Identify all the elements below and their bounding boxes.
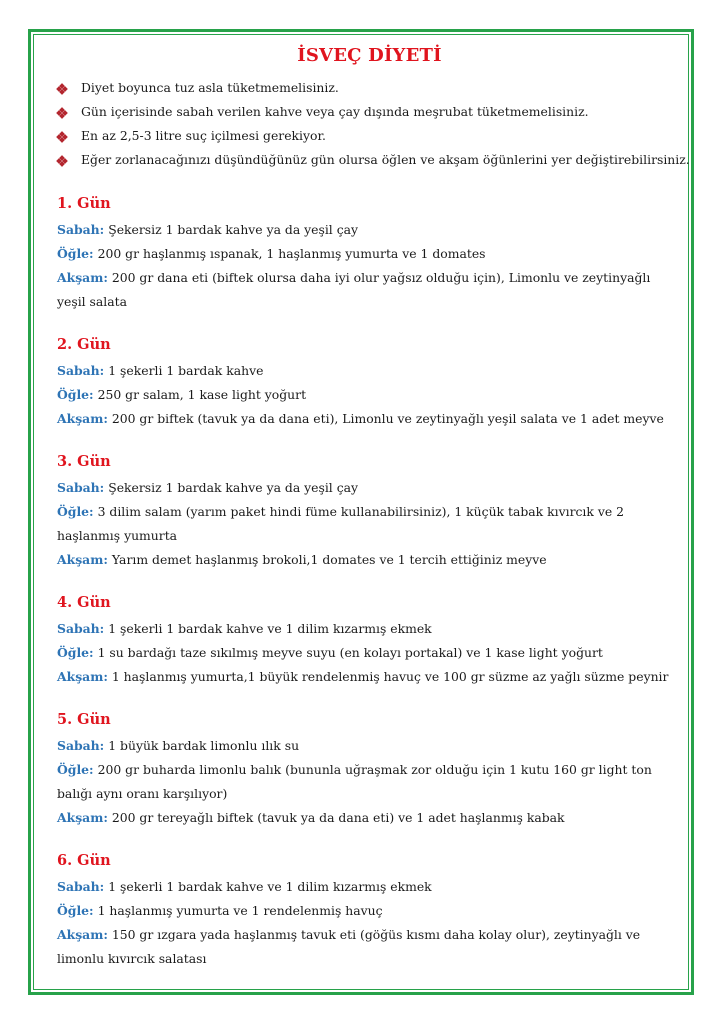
day-heading: 2. Gün bbox=[57, 336, 111, 353]
meal-text: 200 gr buharda limonlu balık (bununla uğraşmak zor olduğu için 1 kutu 160 gr light ton balığı aynı oranı karşılıyor) bbox=[57, 762, 652, 801]
day-heading: 5. Gün bbox=[57, 711, 111, 728]
meal-breakfast bbox=[57, 734, 682, 758]
meal-text: 150 gr ızgara yada haşlanmış tavuk eti (göğüs kısmı daha kolay olur), zeytinyağlı ve limonlu kıvırcık salatası bbox=[57, 927, 641, 966]
meal-breakfast bbox=[57, 875, 682, 899]
meal-lunch bbox=[57, 758, 682, 806]
page-title: İSVEÇ DİYETİ bbox=[297, 45, 442, 66]
meal-text: 1 su bardağı taze sıkılmış meyve suyu (en kolayı portakal) ve 1 kase light yoğurt bbox=[97, 645, 603, 660]
day-heading: 1. Gün bbox=[57, 195, 111, 212]
day-4-section bbox=[57, 592, 682, 689]
meal-label: Akşam: bbox=[57, 810, 108, 825]
meal-text: 200 gr dana eti (biftek olursa daha iyi olur yağsız olduğu için), Limonlu ve zeytinyağlı yeşil salata bbox=[57, 270, 651, 309]
meal-breakfast bbox=[57, 218, 682, 242]
meal-label: Öğle: bbox=[57, 387, 94, 402]
meal-label: Akşam: bbox=[57, 270, 108, 285]
meal-label: Sabah: bbox=[57, 222, 105, 237]
meal-label: Sabah: bbox=[57, 363, 105, 378]
meal-dinner bbox=[57, 665, 682, 689]
day-3-section bbox=[57, 451, 682, 572]
meal-lunch bbox=[57, 242, 682, 266]
meal-label: Öğle: bbox=[57, 762, 94, 777]
diamond-bullet-icon bbox=[57, 108, 67, 118]
meal-breakfast bbox=[57, 617, 682, 641]
meal-dinner bbox=[57, 407, 682, 431]
meal-label: Sabah: bbox=[57, 621, 105, 636]
meal-lunch bbox=[57, 383, 682, 407]
rule-text: Eğer zorlanacağınızı düşündüğünüz gün olursa öğlen ve akşam öğünlerini yer değiştirebilirsiniz. bbox=[81, 152, 690, 167]
meal-text: Şekersiz 1 bardak kahve ya da yeşil çay bbox=[108, 480, 359, 495]
meal-text: 1 haşlanmış yumurta,1 büyük rendelenmiş havuç ve 100 gr süzme az yağlı süzme peynir bbox=[111, 669, 669, 684]
meal-label: Sabah: bbox=[57, 738, 105, 753]
meal-breakfast bbox=[57, 359, 682, 383]
meal-label: Öğle: bbox=[57, 504, 94, 519]
meal-label: Öğle: bbox=[57, 903, 94, 918]
meal-text: 250 gr salam, 1 kase light yoğurt bbox=[97, 387, 307, 402]
meal-label: Akşam: bbox=[57, 411, 108, 426]
meal-text: 1 haşlanmış yumurta ve 1 rendelenmiş havuç bbox=[97, 903, 383, 918]
meal-text: 200 gr biftek (tavuk ya da dana eti), Limonlu ve zeytinyağlı yeşil salata ve 1 adet meyve bbox=[111, 411, 664, 426]
meal-label: Sabah: bbox=[57, 480, 105, 495]
rule-text: Gün içerisinde sabah verilen kahve veya çay dışında meşrubat tüketmemelisiniz. bbox=[81, 104, 589, 119]
meal-dinner bbox=[57, 548, 682, 572]
rule-item bbox=[57, 76, 682, 100]
meal-dinner bbox=[57, 806, 682, 830]
day-6-section bbox=[57, 850, 682, 971]
meal-text: 1 şekerli 1 bardak kahve bbox=[108, 363, 264, 378]
meal-text: Yarım demet haşlanmış brokoli,1 domates ve 1 tercih ettiğiniz meyve bbox=[111, 552, 547, 567]
day-heading: 3. Gün bbox=[57, 453, 111, 470]
rule-text: Diyet boyunca tuz asla tüketmemelisiniz. bbox=[81, 80, 339, 95]
meal-label: Akşam: bbox=[57, 927, 108, 942]
rule-item bbox=[57, 148, 690, 172]
meal-lunch bbox=[57, 899, 682, 923]
day-heading: 6. Gün bbox=[57, 852, 111, 869]
diamond-bullet-icon bbox=[57, 84, 67, 94]
day-heading: 4. Gün bbox=[57, 594, 111, 611]
meal-text: 3 dilim salam (yarım paket hindi füme kullanabilirsiniz), 1 küçük tabak kıvırcık ve 2 haşlanmış yumurta bbox=[57, 504, 624, 543]
meal-breakfast bbox=[57, 476, 682, 500]
meal-lunch bbox=[57, 641, 682, 665]
rule-item bbox=[57, 100, 682, 124]
rules-list bbox=[57, 76, 690, 172]
day-5-section bbox=[57, 709, 682, 830]
meal-label: Öğle: bbox=[57, 246, 94, 261]
diamond-bullet-icon bbox=[57, 156, 67, 166]
day-1-section bbox=[57, 193, 682, 314]
meal-text: 1 şekerli 1 bardak kahve ve 1 dilim kızarmış ekmek bbox=[108, 879, 432, 894]
diamond-bullet-icon bbox=[57, 132, 67, 142]
meal-label: Akşam: bbox=[57, 552, 108, 567]
meal-label: Akşam: bbox=[57, 669, 108, 684]
rule-text: En az 2,5-3 litre suç içilmesi gerekiyor. bbox=[81, 128, 326, 143]
document-body bbox=[57, 44, 690, 971]
meal-text: 200 gr tereyağlı biftek (tavuk ya da dana eti) ve 1 adet haşlanmış kabak bbox=[111, 810, 565, 825]
meal-dinner bbox=[57, 923, 682, 971]
meal-text: 200 gr haşlanmış ıspanak, 1 haşlanmış yumurta ve 1 domates bbox=[97, 246, 486, 261]
meal-label: Sabah: bbox=[57, 879, 105, 894]
meal-label: Öğle: bbox=[57, 645, 94, 660]
day-2-section bbox=[57, 334, 682, 431]
meal-lunch bbox=[57, 500, 682, 548]
meal-text: 1 şekerli 1 bardak kahve ve 1 dilim kızarmış ekmek bbox=[108, 621, 432, 636]
meal-text: Şekersiz 1 bardak kahve ya da yeşil çay bbox=[108, 222, 359, 237]
meal-text: 1 büyük bardak limonlu ılık su bbox=[108, 738, 300, 753]
meal-dinner bbox=[57, 266, 682, 314]
rule-item bbox=[57, 124, 682, 148]
